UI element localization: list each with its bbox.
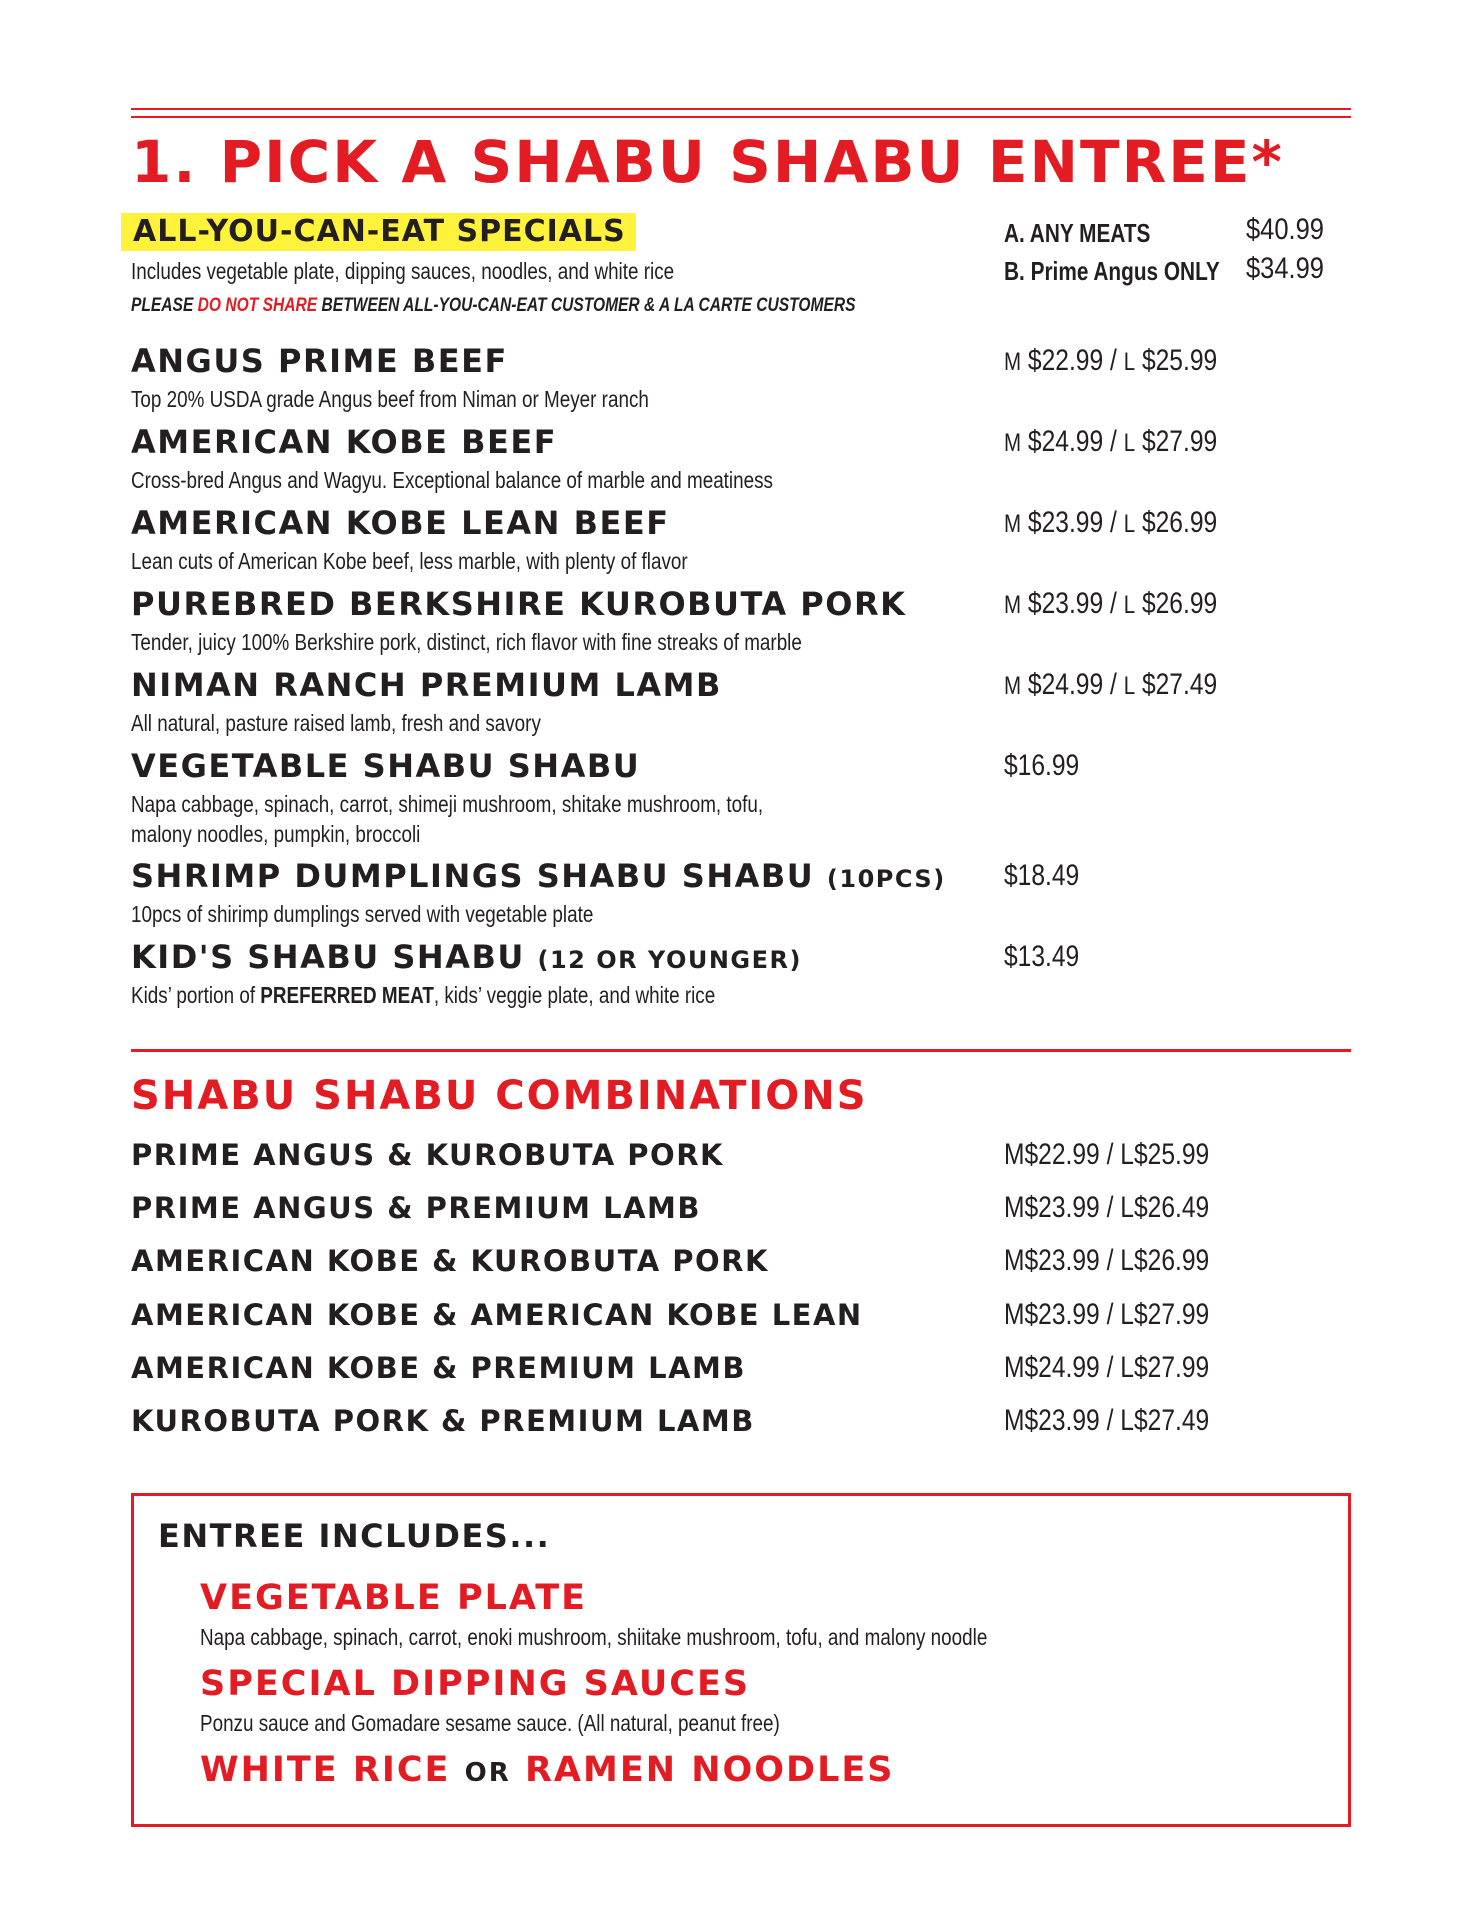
- ayce-option-a-price: $40.99: [1246, 213, 1325, 246]
- top-rule-2: [131, 116, 1351, 118]
- combo-price: M$22.99 / L$25.99: [1004, 1138, 1210, 1171]
- ayce-note-prefix: PLEASE: [131, 295, 198, 316]
- entree-desc: 10pcs of shirimp dumplings served with vegetable plate: [131, 901, 594, 927]
- combo-name: AMERICAN KOBE & AMERICAN KOBE LEAN: [131, 1298, 863, 1332]
- combo-item: [131, 1404, 1351, 1454]
- combo-name: KUROBUTA PORK & PREMIUM LAMB: [131, 1404, 755, 1438]
- includes-title: ENTREE INCLUDES...: [158, 1517, 551, 1555]
- ayce-note-red: DO NOT SHARE: [197, 295, 318, 316]
- combo-item: [131, 1191, 1351, 1241]
- combo-price: M$24.99 / L$27.99: [1004, 1351, 1210, 1384]
- include-desc: Napa cabbage, spinach, carrot, enoki mushroom, shiitake mushroom, tofu, and malony noodle: [200, 1624, 988, 1650]
- top-rule-1: [131, 108, 1351, 110]
- entree-desc: Napa cabbage, spinach, carrot, shimeji mushroom, shitake mushroom, tofu,: [131, 791, 764, 817]
- combo-name: AMERICAN KOBE & KUROBUTA PORK: [131, 1244, 769, 1278]
- combo-price: M$23.99 / L$26.99: [1004, 1244, 1210, 1277]
- ayce-note: [131, 295, 856, 317]
- entree-name: NIMAN RANCH PREMIUM LAMB: [131, 666, 722, 704]
- include-name: SPECIAL DIPPING SAUCES: [200, 1664, 751, 1704]
- include-desc: Ponzu sauce and Gomadare sesame sauce. (All natural, peanut free): [200, 1710, 780, 1736]
- combo-item: [131, 1244, 1351, 1294]
- page-title: 1. PICK A SHABU SHABU ENTREE*: [131, 128, 1284, 196]
- entree-price: $13.49: [1004, 940, 1080, 973]
- entree-price: M $23.99 / L $26.99: [1004, 587, 1218, 620]
- entree-desc: Top 20% USDA grade Angus beef from Niman or Meyer ranch: [131, 386, 649, 412]
- combinations-title: SHABU SHABU COMBINATIONS: [131, 1073, 868, 1119]
- entree-price: M $23.99 / L $26.99: [1004, 506, 1218, 539]
- combo-price: M$23.99 / L$27.99: [1004, 1298, 1210, 1331]
- combo-item: [131, 1298, 1351, 1348]
- entree-price: M $24.99 / L $27.99: [1004, 425, 1218, 458]
- include-rice-or-noodles: WHITE RICE OR RAMEN NOODLES: [200, 1750, 895, 1790]
- ayce-option-b-label: B. Prime Angus ONLY: [1004, 256, 1220, 286]
- entree-desc-line2: malony noodles, pumpkin, broccoli: [131, 821, 421, 847]
- entree-desc: All natural, pasture raised lamb, fresh and savory: [131, 710, 541, 736]
- entree-price: M $22.99 / L $25.99: [1004, 344, 1218, 377]
- entree-name: AMERICAN KOBE BEEF: [131, 423, 558, 461]
- entree-name: SHRIMP DUMPLINGS SHABU SHABU (10PCS): [131, 857, 946, 895]
- entree-price: $16.99: [1004, 749, 1080, 782]
- entree-name: PUREBRED BERKSHIRE KUROBUTA PORK: [131, 585, 907, 623]
- section-divider: [131, 1049, 1351, 1052]
- entree-name: KID'S SHABU SHABU (12 OR YOUNGER): [131, 938, 802, 976]
- entree-desc: Cross-bred Angus and Wagyu. Exceptional balance of marble and meatiness: [131, 467, 773, 493]
- combo-name: AMERICAN KOBE & PREMIUM LAMB: [131, 1351, 746, 1385]
- entree-name: ANGUS PRIME BEEF: [131, 342, 508, 380]
- ayce-description: Includes vegetable plate, dipping sauces, noodles, and white rice: [131, 258, 675, 284]
- entree-desc: Tender, juicy 100% Berkshire pork, distinct, rich flavor with fine streaks of marble: [131, 629, 802, 655]
- ayce-option-a-label: A. ANY MEATS: [1004, 218, 1151, 248]
- include-name: VEGETABLE PLATE: [200, 1578, 588, 1618]
- combo-name: PRIME ANGUS & KUROBUTA PORK: [131, 1138, 725, 1172]
- ayce-option-b-price: $34.99: [1246, 252, 1325, 285]
- entree-price: $18.49: [1004, 859, 1080, 892]
- ayce-note-suffix: BETWEEN ALL-YOU-CAN-EAT CUSTOMER & A LA CARTE CUSTOMERS: [317, 295, 856, 316]
- entree-desc: Lean cuts of American Kobe beef, less marble, with plenty of flavor: [131, 548, 688, 574]
- combo-item: [131, 1138, 1351, 1188]
- combo-name: PRIME ANGUS & PREMIUM LAMB: [131, 1191, 702, 1225]
- ayce-title: ALL-YOU-CAN-EAT SPECIALS: [121, 213, 636, 251]
- entree-desc: Kids’ portion of PREFERRED MEAT, kids’ veggie plate, and white rice: [131, 982, 716, 1008]
- combo-price: M$23.99 / L$26.49: [1004, 1191, 1210, 1224]
- combo-item: [131, 1351, 1351, 1401]
- entree-name: VEGETABLE SHABU SHABU: [131, 747, 641, 785]
- entree-price: M $24.99 / L $27.49: [1004, 668, 1218, 701]
- combo-price: M$23.99 / L$27.49: [1004, 1404, 1210, 1437]
- entree-name: AMERICAN KOBE LEAN BEEF: [131, 504, 670, 542]
